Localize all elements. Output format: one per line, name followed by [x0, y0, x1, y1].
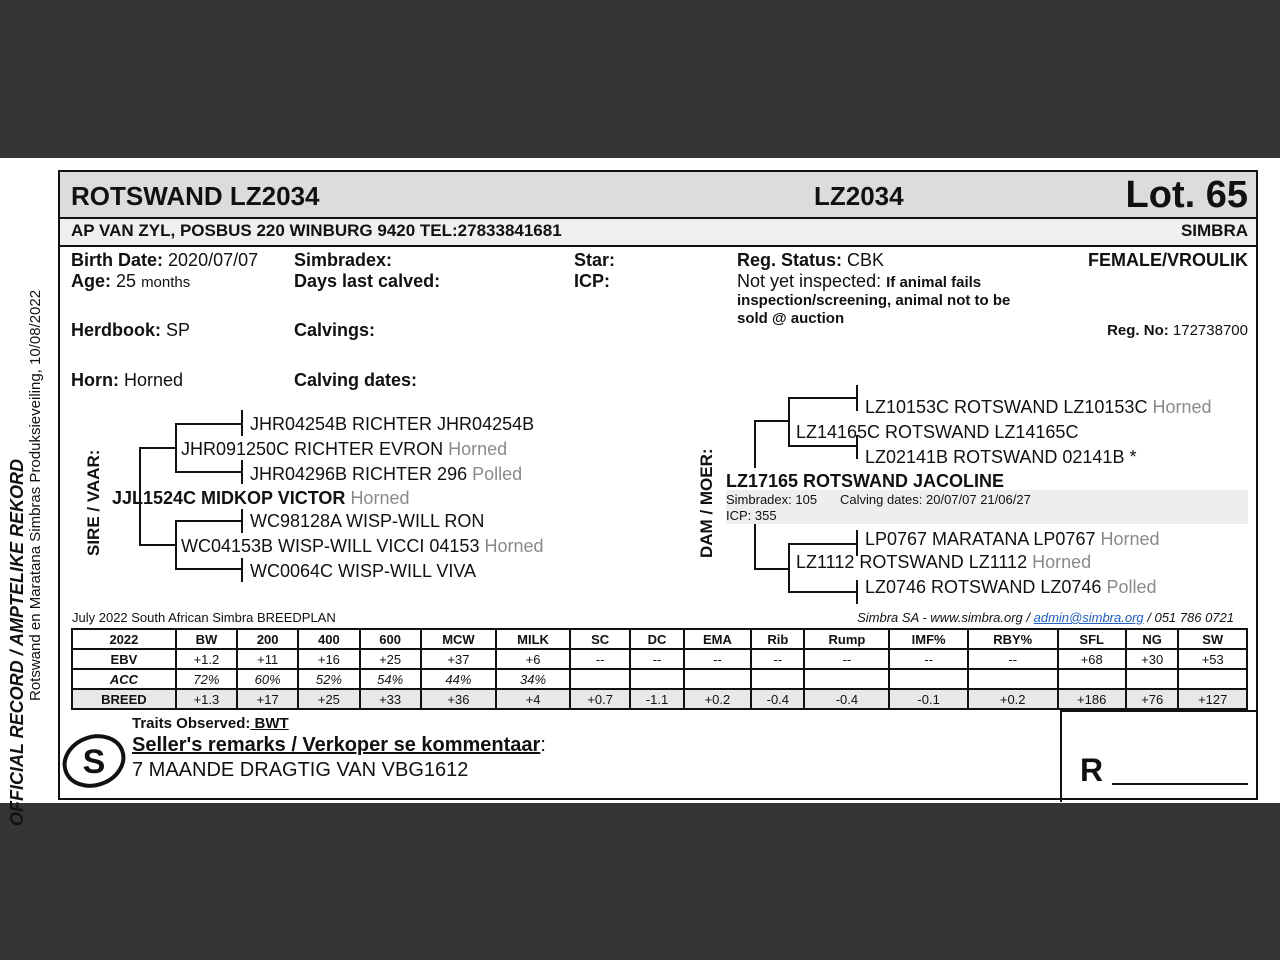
pedigree-name: LP0767 MARATANA LP0767	[865, 529, 1096, 549]
ebv-header-cell: RBY%	[968, 629, 1058, 649]
ebv-cell: +36	[421, 689, 496, 709]
ebv-cell	[684, 669, 751, 689]
animal-id: LZ2034	[814, 181, 904, 211]
ebv-cell: --	[804, 649, 889, 669]
pedigree-line	[754, 420, 790, 422]
simbradex-label: Simbradex:	[294, 250, 393, 270]
inspection-status	[737, 271, 981, 292]
sire-sire	[181, 439, 507, 460]
ebv-cell: --	[889, 649, 968, 669]
pedigree-horn: Polled	[1106, 577, 1157, 597]
dam-dam-dam	[865, 577, 1157, 598]
pedigree-name: LZ1112 ROTSWAND LZ1112	[796, 552, 1028, 572]
ebv-row-acc	[72, 669, 1247, 689]
horn-value: Horned	[124, 370, 184, 390]
days-last-calved-label: Days last calved:	[294, 271, 441, 291]
pedigree-line	[139, 447, 175, 449]
ebv-cell: +25	[298, 689, 359, 709]
lot-number: Lot. 65	[1125, 174, 1248, 216]
ebv-cell: +76	[1126, 689, 1179, 709]
pedigree-line	[175, 520, 243, 522]
pedigree-name: WC04153B WISP-WILL VICCI 04153	[181, 536, 480, 556]
ebv-cell: +53	[1178, 649, 1247, 669]
ebv-header-cell: EMA	[684, 629, 751, 649]
pedigree-line	[788, 397, 790, 447]
age-unit: months	[141, 274, 191, 291]
seller-remarks: 7 MAANDE DRAGTIG VAN VBG1612	[132, 759, 469, 781]
pedigree-line	[175, 471, 243, 473]
sire-dam-dam	[250, 561, 476, 582]
ebv-header-cell: SFL	[1058, 629, 1126, 649]
pedigree-horn: Horned	[1152, 397, 1212, 417]
ebv-cell	[630, 669, 683, 689]
ebv-cell: +37	[421, 649, 496, 669]
ebv-cell: +0.2	[684, 689, 751, 709]
inspection-status-value: Not yet inspected:	[737, 271, 882, 291]
ebv-cell: --	[684, 649, 751, 669]
ebv-header-row	[72, 629, 1247, 649]
contact-email[interactable]: admin@simbra.org	[1033, 610, 1144, 625]
calvings-label: Calvings:	[294, 320, 376, 340]
ebv-cell: 54%	[360, 669, 421, 689]
pedigree-line	[241, 558, 243, 582]
pedigree-line	[754, 524, 756, 570]
ebv-cell	[889, 669, 968, 689]
ebv-cell: +127	[1178, 689, 1247, 709]
horn-label: Horn:	[71, 370, 119, 390]
ebv-cell: --	[570, 649, 630, 669]
pedigree-line	[788, 445, 858, 447]
pedigree-line	[754, 568, 790, 570]
sire-main	[112, 488, 409, 509]
ebv-cell: --	[751, 649, 804, 669]
ebv-header-cell: Rib	[751, 629, 804, 649]
pedigree-name: JHR091250C RICHTER EVRON	[181, 439, 444, 459]
contact-suffix: / 051 786 0721	[1143, 610, 1234, 625]
pedigree-line	[241, 460, 243, 484]
traits-label: Traits Observed:	[132, 715, 251, 732]
ebv-header-cell: MCW	[421, 629, 496, 649]
dam-sire	[796, 422, 1078, 443]
pedigree-line	[175, 520, 177, 570]
title-bar	[60, 172, 1256, 219]
remarks-colon: :	[540, 734, 546, 756]
inspection-note-2: inspection/screening, animal not to be	[737, 292, 1011, 309]
pedigree-name: LZ02141B ROTSWAND 02141B *	[865, 447, 1137, 467]
ebv-cell: --	[968, 649, 1058, 669]
pedigree-name: JHR04296B RICHTER 296	[250, 464, 468, 484]
breedplan-caption: July 2022 South African Simbra BREEDPLAN	[72, 610, 336, 625]
dam-icp: ICP: 355	[726, 508, 777, 523]
price-box-line	[1060, 710, 1256, 712]
ebv-row-label: BREED	[72, 689, 176, 709]
herdbook-label: Herdbook:	[71, 320, 161, 340]
ebv-cell	[570, 669, 630, 689]
pedigree-name: JHR04254B RICHTER JHR04254B	[250, 414, 535, 434]
ebv-cell: +11	[237, 649, 298, 669]
ebv-header-cell: 600	[360, 629, 421, 649]
owner-address: AP VAN ZYL, POSBUS 220 WINBURG 9420 TEL:27833841681	[71, 221, 562, 240]
pedigree-line	[175, 423, 177, 473]
ebv-row-breed	[72, 689, 1247, 709]
sire-dam	[181, 536, 544, 557]
sire-side-label: SIRE / VAAR:	[84, 449, 103, 556]
pedigree-line	[175, 423, 243, 425]
calving-dates-label: Calving dates:	[294, 370, 418, 390]
price-label: R	[1080, 752, 1104, 788]
age-value: 25	[116, 271, 137, 291]
owner-bar	[60, 219, 1256, 247]
traits-value: BWT	[250, 715, 289, 732]
pedigree-line	[788, 397, 858, 399]
sire-sire-dam	[250, 464, 522, 485]
logo-letter: S	[82, 743, 106, 781]
document-sheet	[0, 158, 1280, 826]
dam-main: LZ17165 ROTSWAND JACOLINE	[726, 471, 1005, 491]
ebv-cell	[1126, 669, 1179, 689]
pedigree-name: JJL1524C MIDKOP VICTOR	[112, 488, 346, 508]
pedigree-horn: Horned	[1032, 552, 1092, 572]
sire-sire-sire	[250, 414, 534, 435]
age	[71, 271, 190, 292]
dam-sire-sire	[865, 397, 1212, 418]
pedigree-horn: Polled	[472, 464, 523, 484]
pedigree-horn: Horned	[1100, 529, 1160, 549]
dam-sire-dam	[865, 447, 1136, 468]
icp-label: ICP:	[574, 271, 610, 291]
reg-status-label: Reg. Status:	[737, 250, 843, 270]
ebv-cell: --	[630, 649, 683, 669]
ebv-cell: 52%	[298, 669, 359, 689]
ebv-header-cell: NG	[1126, 629, 1179, 649]
ebv-cell: +0.2	[968, 689, 1058, 709]
pedigree-name: LZ0746 ROTSWAND LZ0746	[865, 577, 1102, 597]
pedigree-line	[139, 544, 175, 546]
ebv-header-cell: Rump	[804, 629, 889, 649]
breedplan-contact	[857, 610, 1234, 625]
ebv-cell: 60%	[237, 669, 298, 689]
inspection-note-1: If animal fails	[886, 274, 982, 291]
pedigree-line	[788, 543, 790, 593]
pedigree-line	[788, 591, 858, 593]
ebv-header-cell: SW	[1178, 629, 1247, 649]
ebv-cell: +16	[298, 649, 359, 669]
simbra-logo	[60, 727, 128, 795]
official-record-label: OFFICIAL RECORD / AMPTELIKE REKORD	[7, 458, 27, 826]
ebv-cell: +4	[496, 689, 570, 709]
ebv-table	[71, 628, 1248, 710]
ebv-cell: +6	[496, 649, 570, 669]
ebv-cell: 44%	[421, 669, 496, 689]
dam-dam	[796, 552, 1091, 573]
age-label: Age:	[71, 271, 111, 291]
ebv-header-cell: MILK	[496, 629, 570, 649]
ebv-cell: 34%	[496, 669, 570, 689]
seller-remarks-heading	[132, 734, 546, 757]
pedigree-line	[788, 543, 858, 545]
dam-simbradex: Simbradex: 105	[726, 492, 818, 507]
pedigree-line	[856, 580, 858, 604]
sex: FEMALE/VROULIK	[1088, 250, 1248, 270]
reg-no-value: 172738700	[1172, 322, 1248, 339]
ebv-cell	[968, 669, 1058, 689]
pedigree-name: LZ14165C ROTSWAND LZ14165C	[796, 422, 1079, 442]
ebv-cell: +1.3	[176, 689, 237, 709]
ebv-cell: +33	[360, 689, 421, 709]
ebv-cell: +68	[1058, 649, 1126, 669]
ebv-row-ebv	[72, 649, 1247, 669]
auction-label: Rotswand en Maratana Simbras Produksieveiling, 10/08/2022	[27, 289, 44, 701]
ebv-cell: -0.1	[889, 689, 968, 709]
ebv-cell: +1.2	[176, 649, 237, 669]
pedigree-line	[241, 509, 243, 533]
ebv-header-cell: 400	[298, 629, 359, 649]
ebv-cell: -1.1	[630, 689, 683, 709]
ebv-header-cell: BW	[176, 629, 237, 649]
ebv-cell: -0.4	[804, 689, 889, 709]
ebv-cell: +186	[1058, 689, 1126, 709]
herdbook-value: SP	[166, 320, 191, 340]
price-blank[interactable]	[1112, 783, 1248, 785]
pedigree-line	[241, 410, 243, 436]
sire-dam-sire	[250, 511, 484, 532]
ebv-cell: 72%	[176, 669, 237, 689]
animal-name: ROTSWAND LZ2034	[71, 181, 320, 211]
ebv-cell	[751, 669, 804, 689]
pedigree-line	[175, 568, 243, 570]
horn	[71, 370, 183, 391]
ebv-cell: +30	[1126, 649, 1179, 669]
reg-no-label: Reg. No:	[1107, 322, 1169, 339]
pedigree-name: WC98128A WISP-WILL RON	[250, 511, 485, 531]
reg-status	[737, 250, 884, 271]
dam-side-label: DAM / MOER:	[697, 448, 716, 558]
pedigree-horn: Horned	[484, 536, 544, 556]
ebv-cell: +0.7	[570, 689, 630, 709]
pedigree-horn: Horned	[350, 488, 410, 508]
pedigree-name: WC0064C WISP-WILL VIVA	[250, 561, 477, 581]
ebv-cell	[1178, 669, 1247, 689]
ebv-header-cell: 200	[237, 629, 298, 649]
ebv-header-cell: IMF%	[889, 629, 968, 649]
ebv-cell: -0.4	[751, 689, 804, 709]
pedigree-name: LZ10153C ROTSWAND LZ10153C	[865, 397, 1148, 417]
ebv-cell: +25	[360, 649, 421, 669]
ebv-header-cell: 2022	[72, 629, 176, 649]
pedigree-line	[856, 385, 858, 411]
ebv-header-cell: SC	[570, 629, 630, 649]
birth-date-label: Birth Date:	[71, 250, 164, 270]
ebv-cell	[1058, 669, 1126, 689]
birth-date-value: 2020/07/07	[168, 250, 259, 270]
ebv-row-label: ACC	[72, 669, 176, 689]
breed-name: SIMBRA	[1180, 221, 1248, 240]
ebv-cell: +17	[237, 689, 298, 709]
ebv-header-cell: DC	[630, 629, 683, 649]
dam-calving-dates: Calving dates: 20/07/07 21/06/27	[840, 492, 1031, 507]
price-box-line	[1060, 710, 1062, 802]
ebv-row-label: EBV	[72, 649, 176, 669]
herdbook	[71, 320, 190, 341]
remarks-label: Seller's remarks / Verkoper se kommentaar	[132, 734, 541, 756]
traits-observed	[132, 715, 289, 732]
dam-dam-sire	[865, 529, 1160, 550]
pedigree-line	[754, 420, 756, 468]
lot-card	[58, 170, 1258, 800]
ebv-cell	[804, 669, 889, 689]
reg-status-value: CBK	[847, 250, 885, 270]
star-label: Star:	[574, 250, 616, 270]
contact-prefix: Simbra SA - www.simbra.org /	[857, 610, 1034, 625]
inspection-note-3: sold @ auction	[737, 310, 845, 327]
reg-no	[1107, 322, 1248, 339]
pedigree-horn: Horned	[448, 439, 508, 459]
birth-date	[71, 250, 258, 271]
